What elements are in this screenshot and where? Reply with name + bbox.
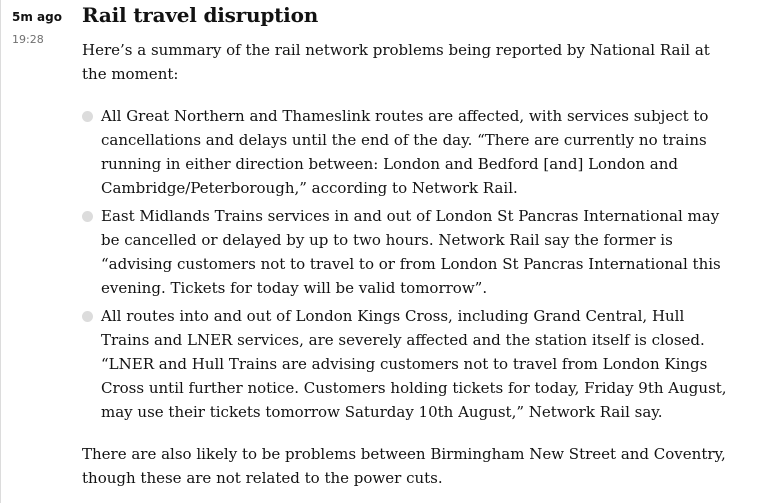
list-item-text: All Great Northern and Thameslink routes are affected, with services subject to cancellations and delays until the end of the day. “There are currently no trains running in either direction between: London and Bedford [and] London and Cambridge/Peterborough,” according to Network Rail. — [101, 107, 709, 197]
bullet-dot-icon — [82, 311, 93, 322]
entry-intro: Here’s a summary of the rail network problems being reported by National Rail at the moment: — [82, 41, 710, 83]
bullet-dot-icon — [82, 211, 93, 222]
list-item — [82, 204, 732, 300]
relative-time[interactable]: 5m ago — [12, 10, 62, 24]
list-item — [82, 104, 732, 200]
bullet-dot-icon — [82, 111, 93, 122]
list-item-text: East Midlands Trains services in and out of London St Pancras International may be cancelled or delayed by up to two hours. Network Rail say the former is “advising customers not to travel to or from London St Pancras International this evening. Tickets for today will be valid tomorrow”. — [101, 207, 721, 297]
timeline-rule — [0, 0, 1, 503]
entry-timestamp — [12, 9, 72, 47]
disruption-list — [82, 104, 732, 424]
entry-closing: There are also likely to be problems between Birmingham New Street and Coventry, though these are not related to the power cuts. — [82, 445, 726, 487]
entry-headline: Rail travel disruption — [82, 3, 319, 27]
clock-time: 19:28 — [12, 33, 44, 46]
list-item — [82, 304, 732, 424]
list-item-text: All routes into and out of London Kings Cross, including Grand Central, Hull Trains and LNER services, are severely affected and the station itself is closed. “LNER and Hull Trains are advising customers not to travel from London Kings Cross until further notice. Customers holding tickets for today, Friday 9th August, may use their tickets tomorrow Saturday 10th August,” Network Rail say. — [101, 307, 727, 421]
live-blog-entry — [82, 2, 732, 490]
